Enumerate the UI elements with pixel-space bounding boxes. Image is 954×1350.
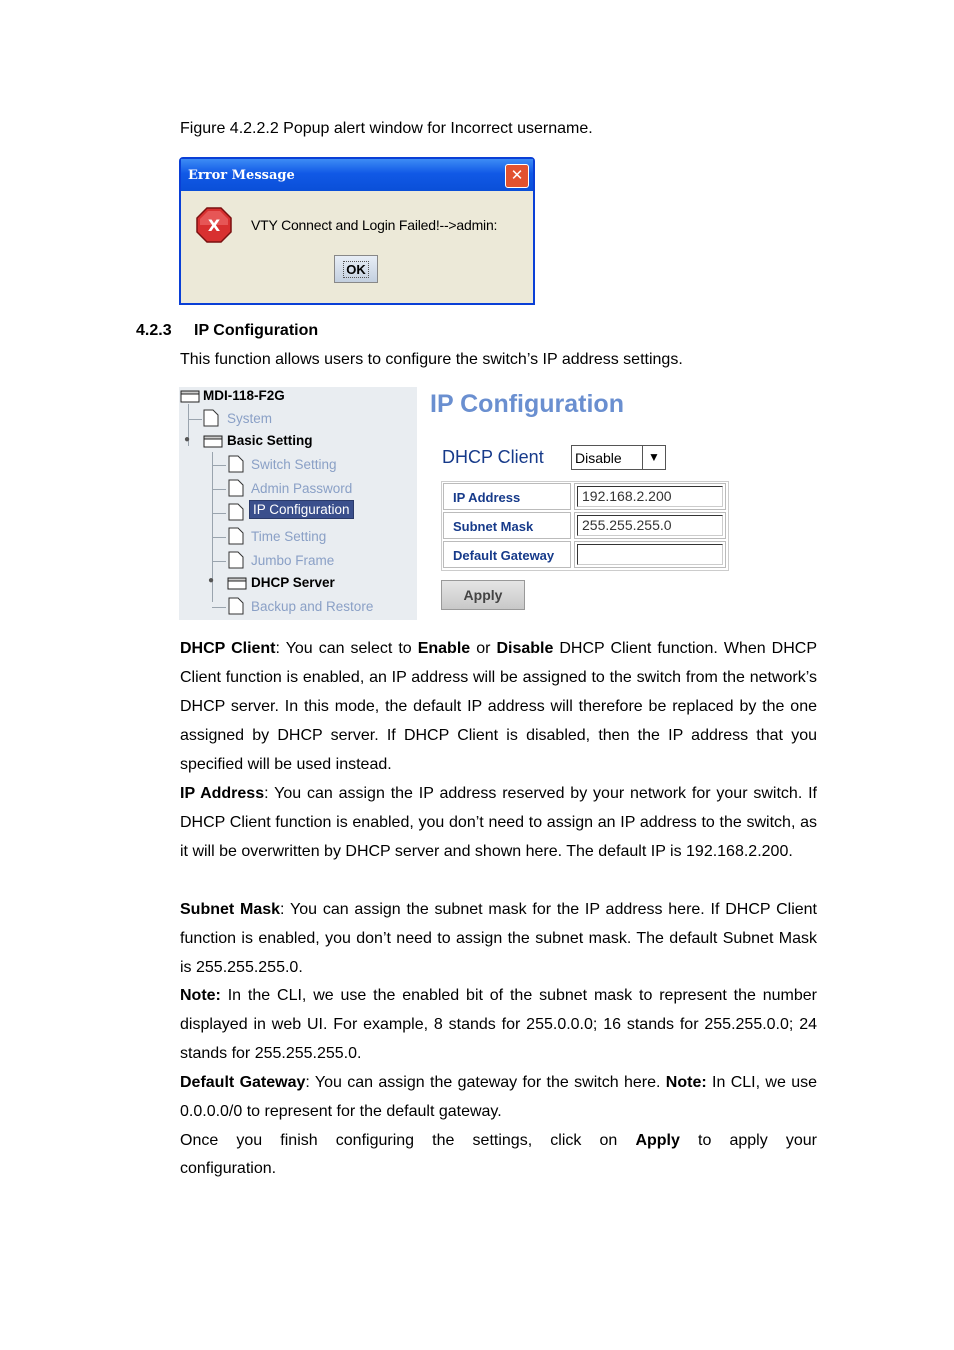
error-dialog	[179, 157, 535, 305]
folder-icon	[227, 576, 247, 590]
text: : You can select to	[275, 640, 418, 657]
dhcp-client-label: DHCP Client	[442, 447, 544, 467]
tree-item-basic-setting[interactable]: Basic Setting	[227, 433, 313, 448]
table-row	[442, 512, 728, 541]
navigation-tree	[179, 387, 417, 620]
term: Enable	[417, 640, 471, 657]
default-gateway-cell	[574, 541, 726, 568]
paragraph-note	[180, 981, 817, 1068]
paragraph-ip-address	[180, 779, 817, 866]
ip-address-input[interactable]: 192.168.2.200	[577, 486, 723, 507]
subnet-mask-label: Subnet Mask	[443, 512, 571, 539]
term: Default Gateway	[180, 1074, 306, 1091]
paragraph-apply-line	[180, 1126, 817, 1155]
text: DHCP Client function. When DHCP Client function is enabled, an IP address will be assigned to the switch from the network’s DHCP server. In this mode, the default IP address will therefore be replaced by the one assigned by DHCP server. If DHCP Client is disabled, then the IP address that you specified will be used instead.	[180, 640, 818, 773]
ip-address-label: IP Address	[443, 483, 571, 510]
ok-button-label: OK	[343, 261, 369, 278]
text: to apply your	[679, 1132, 817, 1149]
ok-button[interactable]	[334, 255, 378, 283]
close-icon[interactable]: ✕	[505, 164, 529, 188]
folder-icon	[203, 434, 223, 448]
text: In CLI, we use 0.0.0.0/0 to represent for the default gateway.	[180, 1074, 818, 1120]
term: Apply	[635, 1132, 680, 1149]
tree-item-time-setting[interactable]: Time Setting	[251, 529, 327, 544]
chevron-down-icon[interactable]: ▼	[642, 446, 665, 469]
tree-item-backup-restore[interactable]: Backup and Restore	[251, 599, 374, 614]
folder-icon	[180, 389, 200, 403]
error-icon-letter: X	[207, 216, 221, 235]
apply-button[interactable]: Apply	[441, 580, 525, 610]
paragraph-apply-end: configuration.	[180, 1160, 277, 1177]
page-icon	[228, 527, 244, 545]
tree-item-system[interactable]: System	[227, 411, 273, 426]
table-row	[442, 541, 728, 570]
page-icon	[228, 597, 244, 615]
tree-item-switch-setting[interactable]: Switch Setting	[251, 457, 337, 472]
dialog-title-bar	[181, 159, 533, 191]
default-gateway-input[interactable]	[577, 544, 723, 565]
paragraph-dhcp-client	[180, 634, 817, 779]
tree-root[interactable]: MDI-118-F2G	[203, 388, 285, 403]
form-title: IP Configuration	[430, 390, 624, 418]
text: : You can assign the subnet mask for the IP address here. If DHCP Client function is enabled, you don’t need to assign the subnet mask. The default Subnet Mask is 255.255.255.0.	[180, 901, 817, 976]
term: Subnet Mask	[180, 901, 281, 918]
term: Note:	[665, 1074, 707, 1091]
paragraph-default-gateway	[180, 1068, 817, 1126]
page-icon	[228, 455, 244, 473]
tree-item-admin-password[interactable]: Admin Password	[251, 481, 353, 496]
paragraph-subnet-mask	[180, 895, 817, 982]
figure-caption: Figure 4.2.2.2 Popup alert window for Incorrect username.	[180, 120, 593, 137]
page-icon	[228, 479, 244, 497]
text: In the CLI, we use the enabled bit of the subnet mask to represent the number displayed in web UI. For example, 8 stands for 255.0.0.0; 16 stands for 255.255.0.0; 24 stands for 255.255.255.0.	[180, 987, 817, 1062]
section-title: IP Configuration	[194, 322, 319, 339]
dhcp-client-value: Disable	[575, 450, 622, 466]
term: DHCP Client	[180, 640, 276, 657]
dialog-title: Error Message	[188, 168, 295, 183]
expand-toggle-icon[interactable]: ●	[184, 434, 191, 445]
ip-settings-table	[441, 481, 729, 571]
tree-item-jumbo-frame[interactable]: Jumbo Frame	[251, 553, 335, 568]
text: Once you finish configuring the settings, click on	[180, 1132, 636, 1149]
subnet-mask-cell	[574, 512, 726, 539]
page-icon	[203, 409, 219, 427]
term: Note:	[180, 987, 221, 1004]
tree-item-dhcp-server[interactable]: DHCP Server	[251, 575, 335, 590]
page-icon	[228, 503, 244, 521]
subnet-mask-input[interactable]: 255.255.255.0	[577, 515, 723, 536]
error-x-icon	[196, 207, 232, 243]
term: Disable	[496, 640, 554, 657]
table-row	[442, 483, 728, 512]
intro-text: This function allows users to configure the switch’s IP address settings.	[180, 351, 683, 368]
text: : You can assign the gateway for the switch here.	[305, 1074, 666, 1091]
text: or	[470, 640, 497, 657]
page-icon	[228, 551, 244, 569]
tree-item-ip-configuration[interactable]: IP Configuration	[249, 500, 354, 519]
dhcp-client-select[interactable]	[571, 445, 666, 470]
text: : You can assign the IP address reserved by your network for your switch. If DHCP Client function is enabled, you don’t need to assign an IP address to the switch, as it will be overwritten by DHCP server and shown here. The default IP is 192.168.2.200.	[180, 785, 818, 860]
term: IP Address	[180, 785, 265, 802]
default-gateway-label: Default Gateway	[443, 541, 571, 568]
expand-toggle-icon[interactable]: ●	[208, 575, 215, 586]
section-number: 4.2.3	[136, 322, 172, 339]
error-message: VTY Connect and Login Failed!-->admin:	[251, 217, 498, 233]
ip-address-cell	[574, 483, 726, 510]
